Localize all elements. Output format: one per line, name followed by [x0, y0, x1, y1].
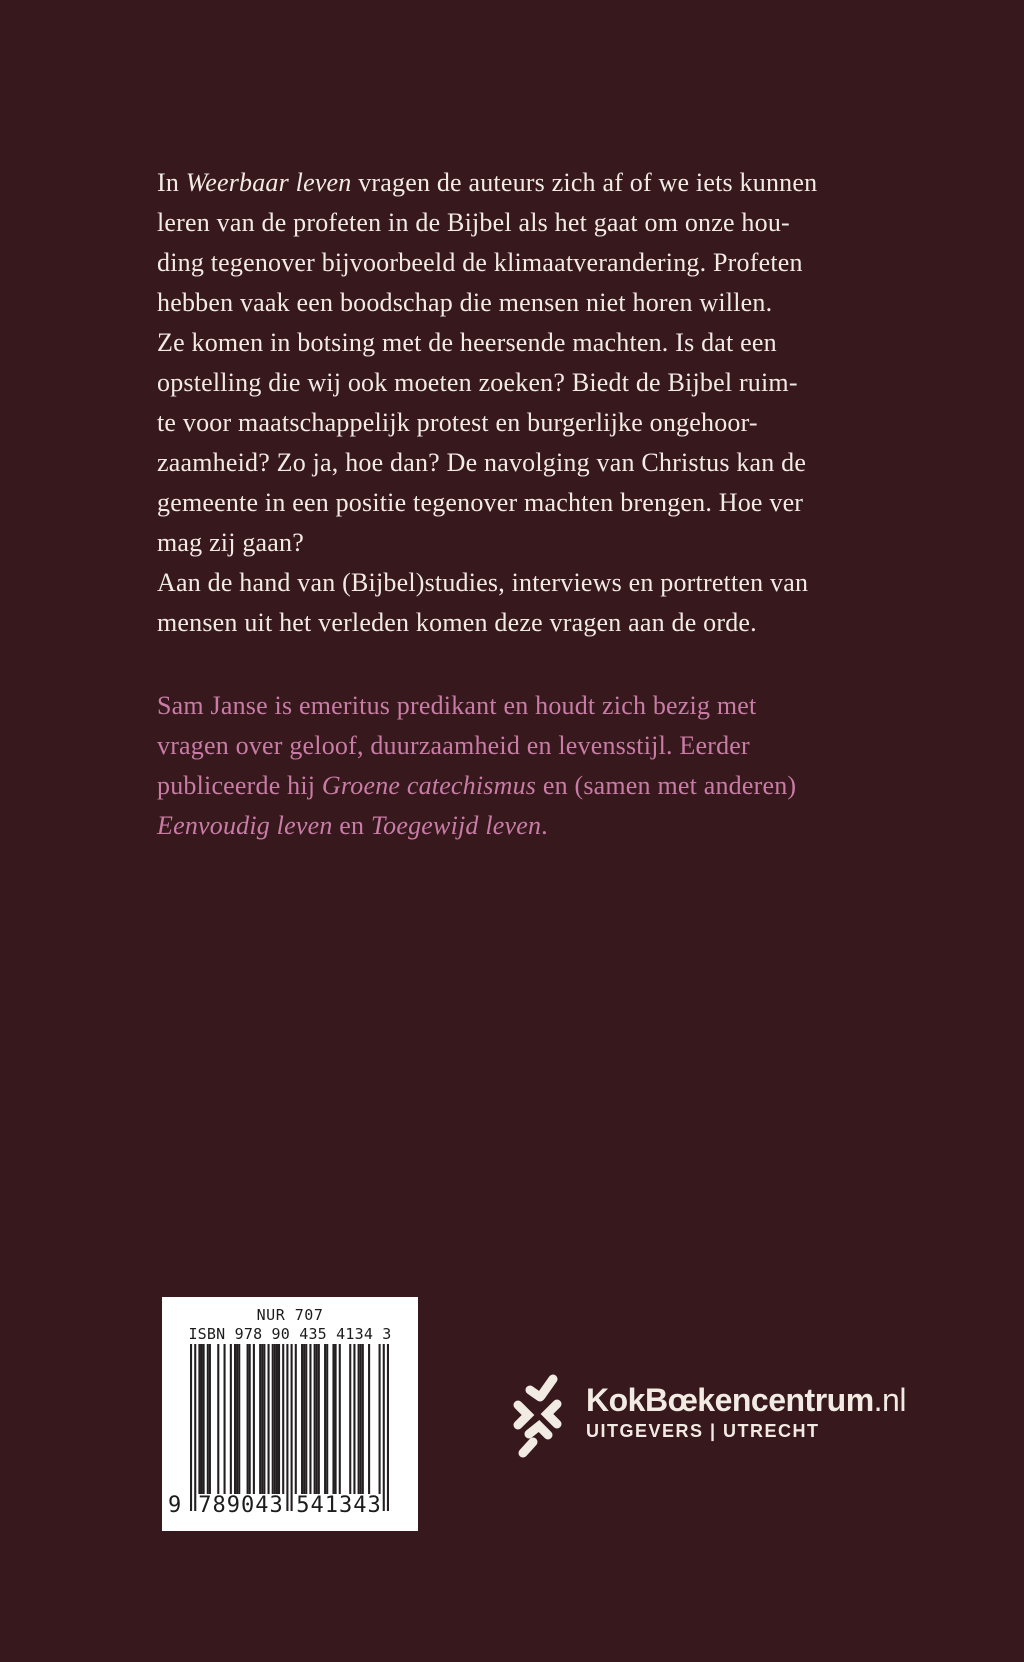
publisher-name-suffix: .nl	[873, 1382, 906, 1418]
publisher-star-icon	[506, 1370, 568, 1462]
text-line: hebben vaak een boodschap die mensen niet horen willen.	[157, 288, 773, 317]
text-line: zaamheid? Zo ja, hoe dan? De navolging van Christus kan de	[157, 448, 807, 477]
text-line: Ze komen in botsing met de heersende machten. Is dat een	[157, 328, 777, 357]
ean-right-digits: 541343	[296, 1493, 382, 1518]
text-line: opstelling die wij ook moeten zoeken? Biedt de Bijbel ruim-	[157, 368, 798, 397]
text-line: leren van de profeten in de Bijbel als het gaat om onze hou-	[157, 208, 790, 237]
ean13-barcode	[190, 1344, 389, 1514]
text-line: Aan de hand van (Bijbel)studies, interviews en portretten van	[157, 568, 809, 597]
text-line: ding tegenover bijvoorbeeld de klimaatverandering. Profeten	[157, 248, 803, 277]
text-line: Sam Janse is emeritus predikant en houdt zich bezig met	[157, 691, 757, 720]
publisher-tagline: UITGEVERS | UTRECHT	[586, 1421, 820, 1441]
ean-first-digit: 9	[168, 1493, 182, 1518]
barcode-panel	[162, 1297, 418, 1531]
text-line: te voor maatschappelijk protest en burgerlijke ongehoor-	[157, 408, 758, 437]
text-line: Eenvoudig leven en Toegewijd leven.	[157, 811, 548, 840]
publisher-name	[586, 1384, 906, 1416]
text-line: publiceerde hij Groene catechismus en (samen met anderen)	[157, 771, 797, 800]
text-line: gemeente in een positie tegenover machten brengen. Hoe ver	[157, 488, 804, 517]
publisher-logo	[506, 1370, 926, 1462]
nur-code-label: NUR 707	[256, 1306, 324, 1324]
synopsis-paragraph	[157, 163, 817, 643]
text-line: mag zij gaan?	[157, 528, 304, 557]
text-line: In Weerbaar leven vragen de auteurs zich af of we iets kunnen	[157, 168, 818, 197]
text-line: vragen over geloof, duurzaamheid en levensstijl. Eerder	[157, 731, 750, 760]
isbn-label: ISBN 978 90 435 4134 3	[188, 1325, 392, 1343]
text-line: mensen uit het verleden komen deze vragen aan de orde.	[157, 608, 757, 637]
author-bio-paragraph	[157, 686, 796, 846]
ean-left-digits: 789043	[198, 1493, 284, 1518]
publisher-name-main: KokBœkencentrum	[586, 1382, 874, 1418]
publisher-text	[586, 1384, 906, 1440]
